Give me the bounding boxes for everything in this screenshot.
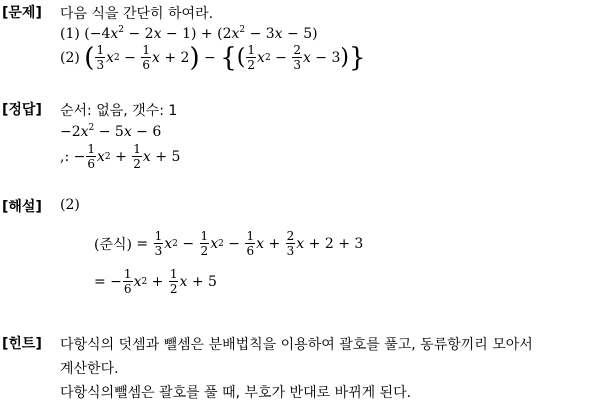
answer-line-2: $-2x^2 - 5x - 6$ xyxy=(60,123,162,140)
problem-item-1: (1) $(-4x^2 - 2x - 1) + (2x^2 - 3x - 5)$ xyxy=(60,25,318,42)
answer-line-3: ,: − $\frac{1}{6}$ x 2 + $\frac{1}{2}$ x + 5 xyxy=(60,142,181,171)
solution-label: (2) xyxy=(60,197,80,213)
solution-tag: [해설] xyxy=(2,199,42,215)
answer-tag: [정답] xyxy=(2,102,42,118)
solution-step-1-prefix: (준식) xyxy=(94,236,132,253)
hint-line-3: 다항식의뺄셈은 괄호를 풀 때, 부호가 반대로 바뀌게 된다. xyxy=(60,385,412,401)
problem-item-2: (2) ( $\frac{1}{3}$ x 2 − $\frac{1}{6}$ x + 2 ) − { ( $\frac{1}{2}$ x 2 − $\frac{2}{3}$ x − 3 ) } xyxy=(60,42,366,73)
hint-line-1: 다항식의 덧셈과 뺄셈은 분배법칙을 이용하여 괄호를 풀고, 동류항끼리 모아서 xyxy=(60,337,533,353)
hint-line-2: 계산한다. xyxy=(60,361,119,377)
hint-tag: [힌트] xyxy=(2,336,42,352)
solution-step-1: (준식) = $\frac{1}{3}$ x 2 − $\frac{1}{2}$ x 2 − $\frac{1}{6}$ x + $\frac{2}{3}$ x + 2 + 3 xyxy=(94,229,364,258)
problem-instruction: 다음 식을 간단히 하여라. xyxy=(60,6,214,22)
solution-step-2: = − $\frac{1}{6}$ x 2 + $\frac{1}{2}$ x + 5 xyxy=(94,267,217,296)
answer-line-1: 순서: 없음, 갯수: 1 xyxy=(60,103,178,119)
problem-tag: [문제] xyxy=(2,5,42,21)
